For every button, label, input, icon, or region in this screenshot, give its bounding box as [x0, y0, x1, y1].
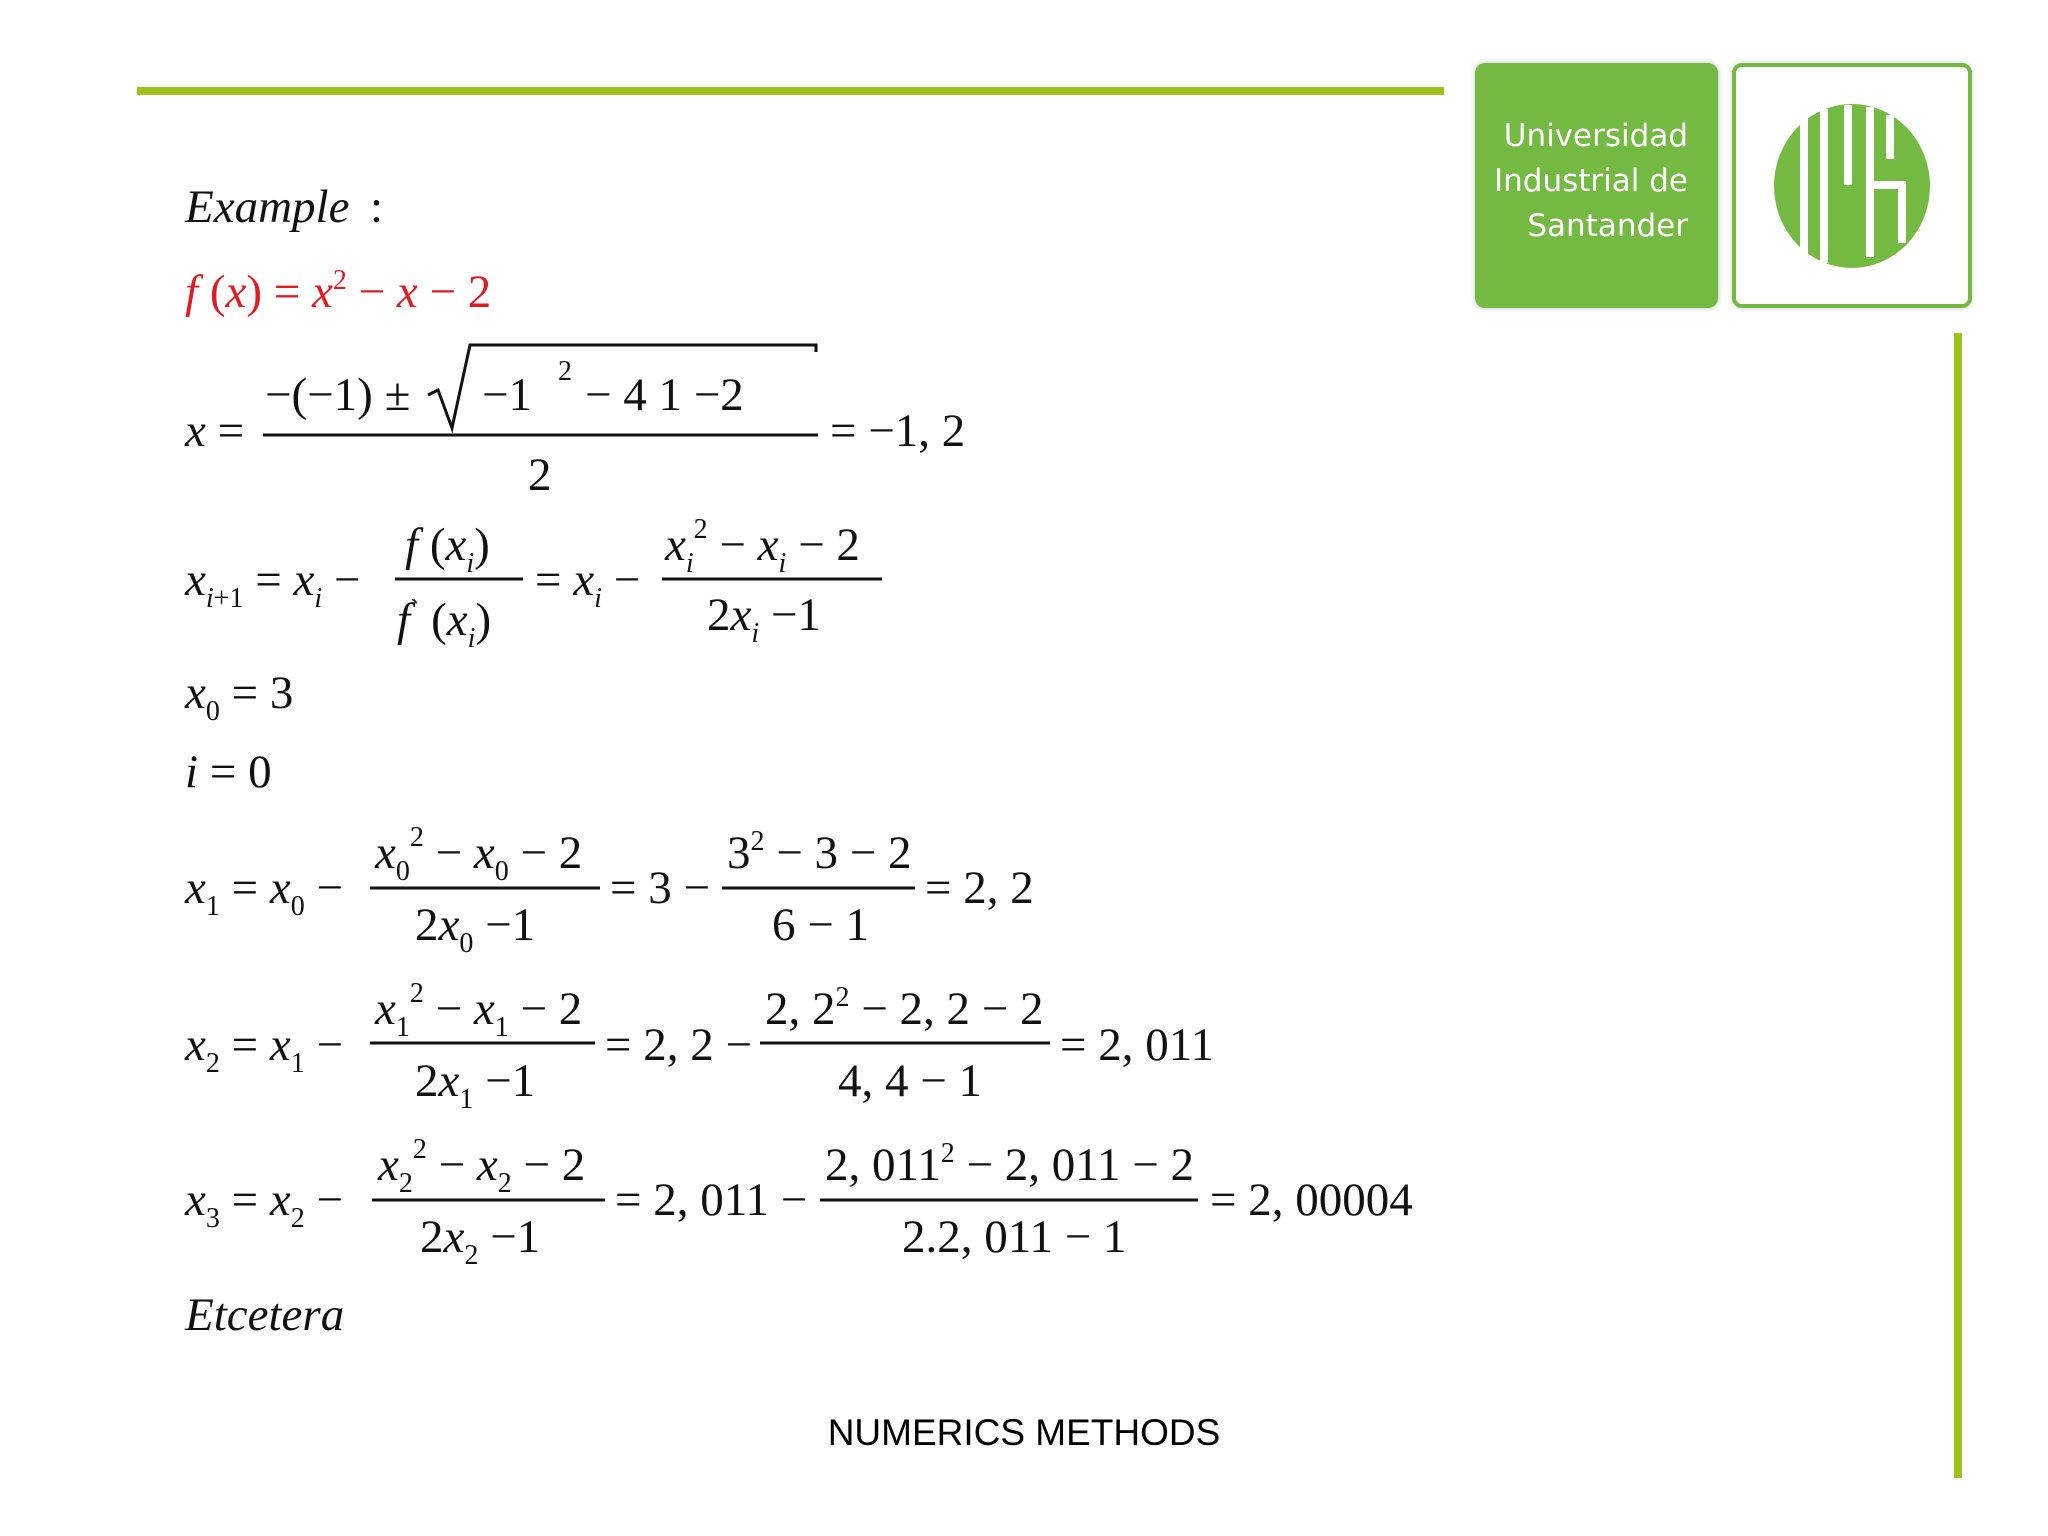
iteration-2-denominator: $2x_1 -1$ [415, 1055, 536, 1115]
quadratic-denominator: 2 [528, 449, 552, 501]
iteration-2-numerator: $x_1^2 - x_1 - 2$ [375, 978, 583, 1043]
iteration-2-lhs: $x_2 = x_1$ − [185, 1019, 344, 1079]
newton-middle: = $x_i$ − [535, 554, 641, 614]
iteration-1-lhs: $x_1 = x_0$ − [185, 862, 344, 922]
iteration-3-sub-numerator: 2, $011^2 - 2$, 011 − 2 [825, 1138, 1195, 1191]
logo-line-1: Universidad [1503, 118, 1688, 154]
quadratic-lhs: x = [185, 405, 245, 457]
logo-line-2: Industrial de [1494, 163, 1688, 199]
quadratic-formula [184, 345, 965, 501]
function-definition [185, 265, 491, 318]
quadratic-result: = −1, 2 [830, 405, 966, 457]
iteration-3-substitution: = 2, 011 − [615, 1174, 808, 1226]
function-formula: f $(x) = x^2 - x - 2$ [185, 265, 492, 318]
initial-value: $x_0 = 3$ [185, 667, 294, 727]
iteration-1-result: = 2, 2 [925, 862, 1034, 914]
example-colon: : [370, 181, 384, 233]
newton-denominator: f` $(x_i)$ [397, 594, 492, 654]
iteration-2-result: = 2, 011 [1060, 1019, 1215, 1071]
iteration-1-substitution: = 3 − [610, 862, 711, 914]
iteration-1-denominator: $2x_0 -1$ [415, 899, 536, 959]
logo-line-3: Santander [1527, 208, 1688, 244]
newton-lhs: $x_i+1 = x_i$ − [185, 554, 361, 614]
example-heading [184, 181, 383, 233]
newton-numerator: f $(x_i)$ [405, 519, 490, 579]
newton-expanded-denominator: $2x_i -1$ [707, 589, 821, 649]
radicand-exponent: 2 [558, 356, 572, 387]
iteration-index: i = 0 [185, 746, 272, 798]
iteration-3-sub-denominator: 2.2, 011 − 1 [902, 1211, 1127, 1263]
iteration-1-sub-numerator: $3^2 - 3 - 2$ [727, 826, 912, 879]
iteration-3-lhs: $x_3 = x_2$ − [185, 1174, 344, 1234]
etcetera-label: Etcetera [185, 1289, 345, 1341]
iteration-3-denominator: $2x_2 -1$ [420, 1211, 541, 1271]
iteration-1-numerator: $x_0^2 - x_0 - 2$ [375, 822, 583, 887]
iteration-3-numerator: $x_2^2 - x_2 - 2$ [378, 1134, 586, 1199]
iteration-3-result: = 2, 00004 [1210, 1174, 1413, 1226]
iteration-1-sub-denominator: 6 − 1 [772, 899, 870, 951]
newton-formula [184, 514, 882, 654]
radicand: −1 [482, 369, 533, 421]
example-label: Example [185, 181, 350, 233]
newton-expanded-numerator: $x_i^2 - x_i - 2$ [665, 514, 860, 579]
iteration-2-sub-denominator: 4, 4 − 1 [838, 1055, 983, 1107]
iteration-1 [184, 822, 1034, 959]
iteration-2-sub-numerator: 2, $2^2 - 2$, 2 − 2 [765, 982, 1044, 1035]
radicand-rest: − 4 1 −2 [585, 369, 744, 421]
quadratic-numerator: −(−1) ± [265, 369, 411, 421]
iteration-2-substitution: = 2, 2 − [605, 1019, 753, 1071]
iteration-3 [184, 1134, 1413, 1271]
footer-title: NUMERICS METHODS [827, 1412, 1221, 1453]
iteration-2 [184, 978, 1214, 1115]
